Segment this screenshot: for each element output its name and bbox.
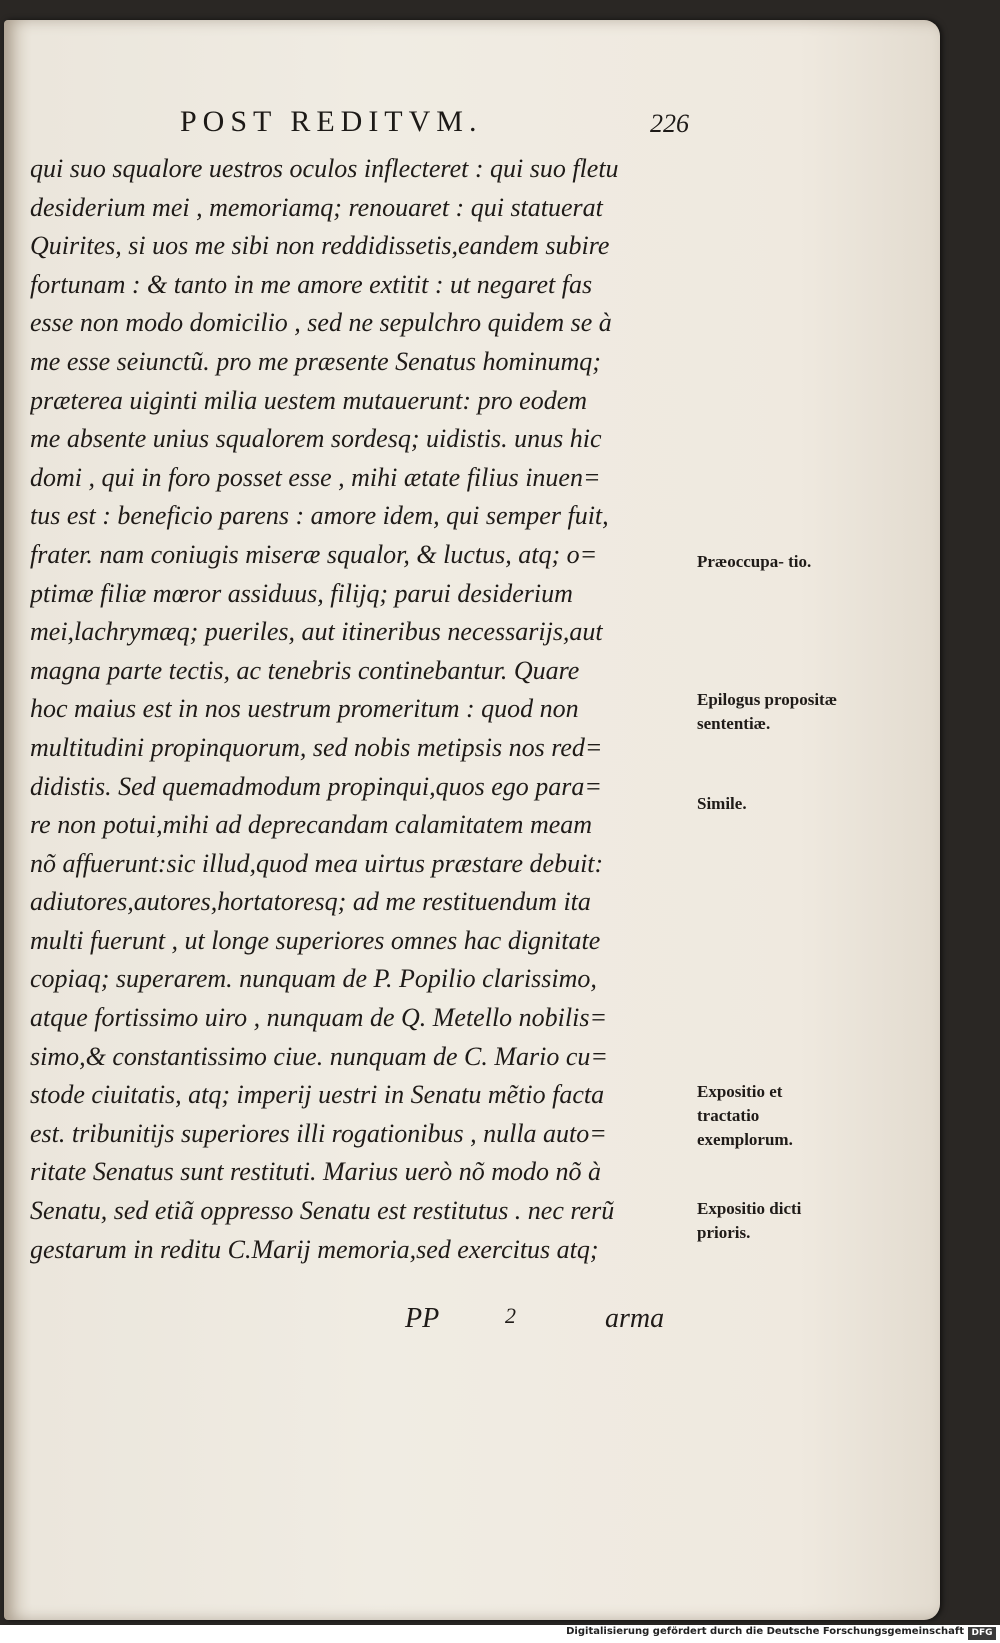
digitization-footer [0, 1625, 1000, 1643]
text-line: re non potui,mihi ad deprecandam calamitatem meam [30, 810, 593, 840]
margin-note-praeoccupatio: Præoccupa- tio. [697, 552, 812, 571]
signature-number: 2 [505, 1303, 516, 1328]
text-line: fortunam : & tanto in me amore extitit : ut negaret fas [30, 269, 593, 299]
body-text [30, 150, 690, 1269]
margin-note-expositio-dicti: Expositio dicti prioris. [697, 1199, 802, 1242]
text-line: ptimæ filiæ mœror assiduus, filijq; parui desiderium [30, 578, 573, 608]
catchword: arma [605, 1303, 665, 1334]
text-line: qui suo squalore uestros oculos inflecteret : qui suo fletu [30, 154, 619, 183]
text-line: tus est : beneficio parens : amore idem, qui semper fuit, [30, 501, 609, 531]
dfg-logo-icon: DFG [968, 1627, 996, 1640]
text-line: copiaq; superarem. nunquam de P. Popilio clarissimo, [30, 964, 597, 994]
text-line: me absente unius squalorem sordesq; uidistis. unus hic [30, 424, 602, 454]
text-line: hoc maius est in nos uestrum promeritum : quod non [30, 694, 579, 724]
text-line: atque fortissimo uiro , nunquam de Q. Metello nobilis= [30, 1003, 608, 1033]
page-number: 226 [650, 109, 689, 138]
text-line: multi fuerunt , ut longe superiores omnes hac dignitate [30, 925, 601, 955]
text-line: mei,lachrymæq; pueriles, aut itineribus necessarijs,aut [30, 617, 603, 647]
funding-credit: Digitalisierung gefördert durch die Deutsche Forschungsgemeinschaft [566, 1626, 964, 1637]
text-line: Senatu, sed etiã oppresso Senatu est restitutus . nec rerũ [30, 1196, 615, 1226]
margin-note-expositio-exemplorum: Expositio et tractatio exemplorum. [697, 1082, 793, 1149]
text-line: ritate Senatus sunt restituti. Marius uerò nõ modo nõ à [30, 1157, 602, 1187]
signature-mark: PP [405, 1303, 440, 1334]
text-line: didistis. Sed quemadmodum propinqui,quos ego para= [30, 771, 602, 801]
text-line: magna parte tectis, ac tenebris continebantur. Quare [30, 655, 580, 685]
margin-note-simile: Simile. [697, 794, 747, 813]
text-line: adiutores,autores,hortatoresq; ad me restituendum ita [30, 887, 591, 917]
text-line: præterea uiginti milia uestem mutauerunt: pro eodem [30, 385, 588, 415]
text-line: gestarum in reditu C.Marij memoria,sed exercitus atq; [30, 1234, 599, 1264]
text-line: nõ affuerunt:sic illud,quod mea uirtus præstare debuit: [30, 848, 604, 878]
text-line: stode ciuitatis, atq; imperij uestri in Senatu mẽtio facta [30, 1080, 605, 1110]
running-title: POST REDITVM. [180, 105, 483, 138]
text-line: multitudini propinquorum, sed nobis metipsis nos red= [30, 732, 603, 762]
text-line: me esse seiunctũ. pro me præsente Senatus hominumq; [30, 346, 601, 376]
text-line: esse non modo domicilio , sed ne sepulchro quidem se à [30, 308, 612, 338]
page-header [180, 105, 700, 145]
text-line: frater. nam coniugis miseræ squalor, & luctus, atq; o= [30, 539, 598, 569]
text-line: est. tribunitijs superiores illi rogationibus , nulla auto= [30, 1118, 607, 1148]
text-line: Quirites, si uos me sibi non reddidissetis,eandem subire [30, 231, 610, 261]
text-line: simo,& constantissimo ciue. nunquam de C. Mario cu= [30, 1041, 608, 1071]
margin-note-epilogus: Epilogus propositæ sententiæ. [697, 690, 837, 733]
text-line: domi , qui in foro posset esse , mihi ætate filius inuen= [30, 462, 601, 492]
text-line: desiderium mei , memoriamq; renouaret : qui statuerat [30, 192, 603, 222]
